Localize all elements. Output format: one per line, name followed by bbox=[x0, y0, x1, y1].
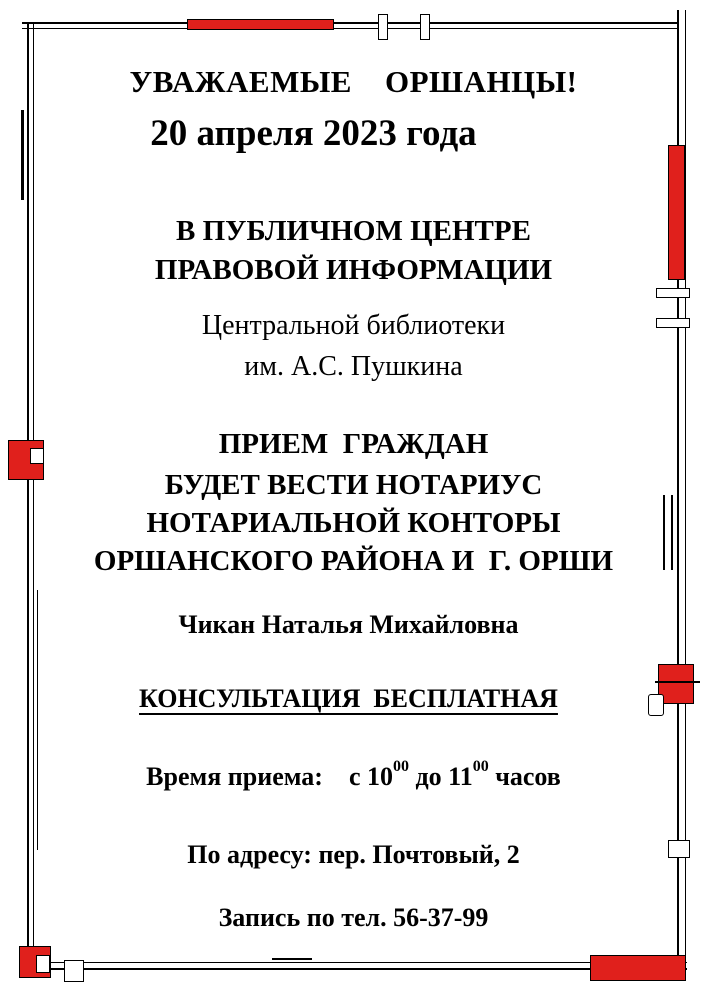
library-line-2: им. А.С. Пушкина bbox=[244, 351, 463, 382]
reception-line-3: НОТАРИАЛЬНОЙ КОНТОРЫ bbox=[146, 507, 561, 539]
red-bar-bottom-right bbox=[590, 955, 686, 981]
time-suffix: часов bbox=[488, 762, 561, 791]
library-line-1: Центральной библиотеки bbox=[201, 310, 506, 341]
frame-line-bottom bbox=[22, 968, 687, 970]
time-prefix: Время приема: с 10 bbox=[146, 762, 393, 791]
square-top-2 bbox=[420, 14, 430, 40]
time-start-minutes: 00 bbox=[392, 758, 409, 775]
frame-line-bottom-mid bbox=[272, 958, 312, 960]
event-date: 20 апреля 2023 года bbox=[150, 113, 477, 154]
frame-line-right-cross bbox=[655, 681, 700, 683]
square-top-1 bbox=[378, 14, 388, 40]
reception-line-2: БУДЕТ ВЕСТИ НОТАРИУС bbox=[164, 469, 543, 501]
square-bottom-left-1 bbox=[36, 955, 50, 973]
time-end-minutes: 00 bbox=[472, 758, 489, 775]
red-bar-top bbox=[187, 19, 334, 30]
address: По адресу: пер. Почтовый, 2 bbox=[187, 840, 520, 869]
frame-line-top-inner bbox=[22, 28, 677, 29]
notary-name: Чикан Наталья Михайловна bbox=[178, 610, 519, 639]
square-right-1 bbox=[656, 288, 690, 298]
square-bottom-left-2 bbox=[64, 960, 84, 982]
place-line-2: ПРАВОВОЙ ИНФОРМАЦИИ bbox=[154, 254, 553, 286]
time-middle: до 11 bbox=[408, 762, 473, 791]
reception-line-1: ПРИЕМ ГРАЖДАН bbox=[218, 428, 489, 460]
frame-line-bottom-inner bbox=[22, 962, 687, 963]
phone: Запись по тел. 56-37-99 bbox=[218, 903, 489, 932]
place-line-1: В ПУБЛИЧНОМ ЦЕНТРЕ bbox=[176, 215, 531, 247]
reception-time bbox=[0, 758, 707, 792]
reception-line-4: ОРШАНСКОГО РАЙОНА И Г. ОРШИ bbox=[93, 545, 614, 577]
frame-line-top bbox=[22, 22, 677, 24]
greeting: УВАЖАЕМЫЕ ОРШАНЦЫ! bbox=[129, 64, 578, 99]
free-consultation: КОНСУЛЬТАЦИЯ БЕСПЛАТНАЯ bbox=[139, 684, 558, 713]
